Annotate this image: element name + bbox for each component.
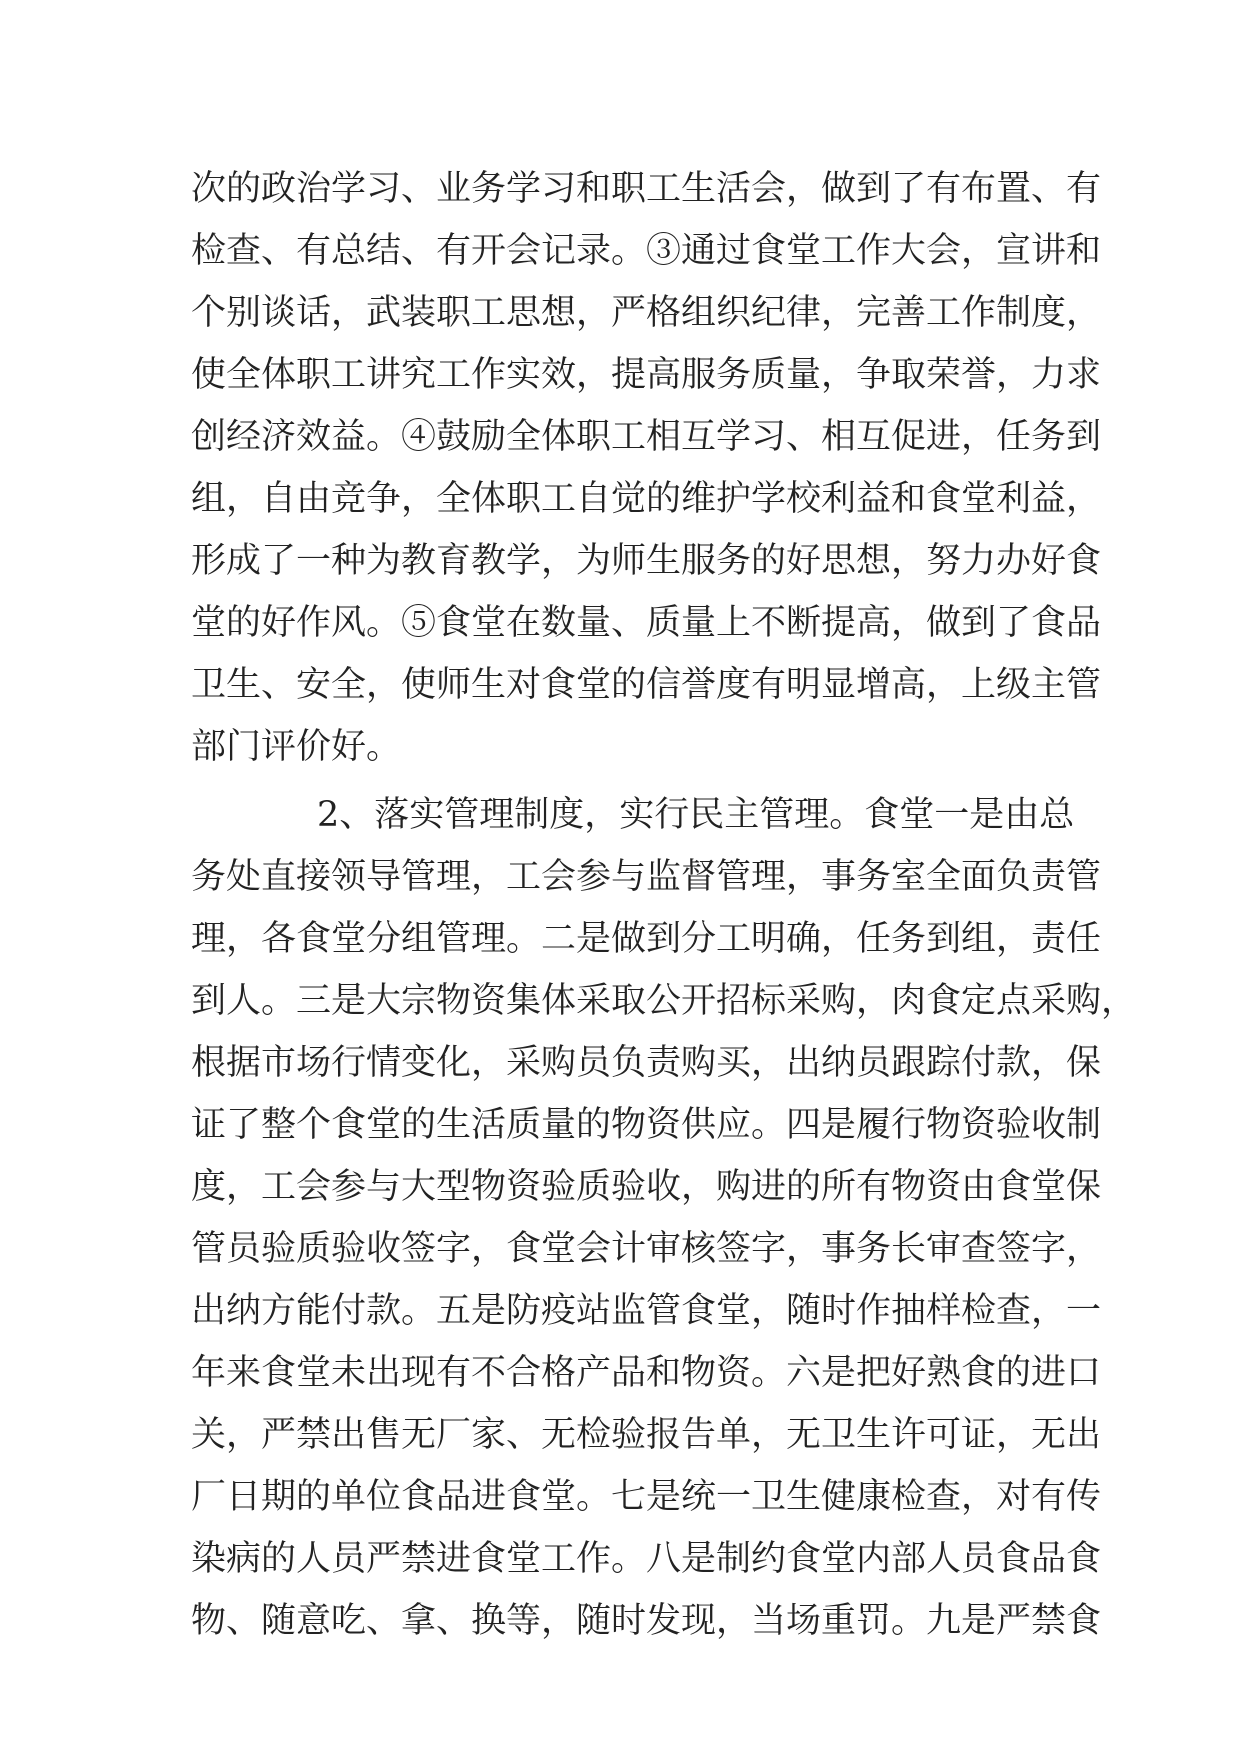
text-line: 到人。三是大宗物资集体采取公开招标采购，肉食定点采购，	[191, 981, 1137, 1021]
text-line: 厂日期的单位食品进食堂。七是统一卫生健康检查，对有传	[191, 1477, 1102, 1517]
text-line: 物、随意吃、拿、换等，随时发现，当场重罚。九是严禁食	[191, 1601, 1102, 1641]
text-line: 个别谈话，武装职工思想，严格组织纪律，完善工作制度，	[191, 293, 1102, 333]
text-line: 2、落实管理制度，实行民主管理。食堂一是由总	[317, 795, 1075, 835]
text-line: 管员验质验收签字，食堂会计审核签字，事务长审查签字，	[191, 1229, 1102, 1269]
text-line: 年来食堂未出现有不合格产品和物资。六是把好熟食的进口	[191, 1353, 1102, 1393]
text-line: 形成了一种为教育教学，为师生服务的好思想，努力办好食	[191, 541, 1102, 581]
text-line: 关，严禁出售无厂家、无检验报告单，无卫生许可证，无出	[191, 1415, 1102, 1455]
text-line: 证了整个食堂的生活质量的物资供应。四是履行物资验收制	[191, 1105, 1102, 1145]
paragraph-2	[191, 784, 1137, 1652]
text-line: 组，自由竞争，全体职工自觉的维护学校利益和食堂利益，	[191, 479, 1102, 519]
text-line: 次的政治学习、业务学习和职工生活会，做到了有布置、有	[191, 169, 1102, 209]
text-line: 务处直接领导管理，工会参与监督管理，事务室全面负责管	[191, 857, 1102, 897]
text-line: 部门评价好。	[191, 727, 402, 767]
paragraph-1	[191, 158, 1102, 778]
text-line: 度，工会参与大型物资验质验收，购进的所有物资由食堂保	[191, 1167, 1102, 1207]
text-line: 卫生、安全，使师生对食堂的信誉度有明显增高，上级主管	[191, 665, 1102, 705]
text-line: 根据市场行情变化，采购员负责购买，出纳员跟踪付款，保	[191, 1043, 1102, 1083]
text-line: 创经济效益。④鼓励全体职工相互学习、相互促进，任务到	[191, 417, 1102, 457]
text-line: 出纳方能付款。五是防疫站监管食堂，随时作抽样检查，一	[191, 1291, 1102, 1331]
text-line: 使全体职工讲究工作实效，提高服务质量，争取荣誉，力求	[191, 355, 1102, 395]
text-line: 堂的好作风。⑤食堂在数量、质量上不断提高，做到了食品	[191, 603, 1102, 643]
text-line: 理，各食堂分组管理。二是做到分工明确，任务到组，责任	[191, 919, 1102, 959]
body-text	[191, 158, 1137, 1652]
text-line: 检查、有总结、有开会记录。③通过食堂工作大会，宣讲和	[191, 231, 1102, 271]
text-line: 染病的人员严禁进食堂工作。八是制约食堂内部人员食品食	[191, 1539, 1102, 1579]
